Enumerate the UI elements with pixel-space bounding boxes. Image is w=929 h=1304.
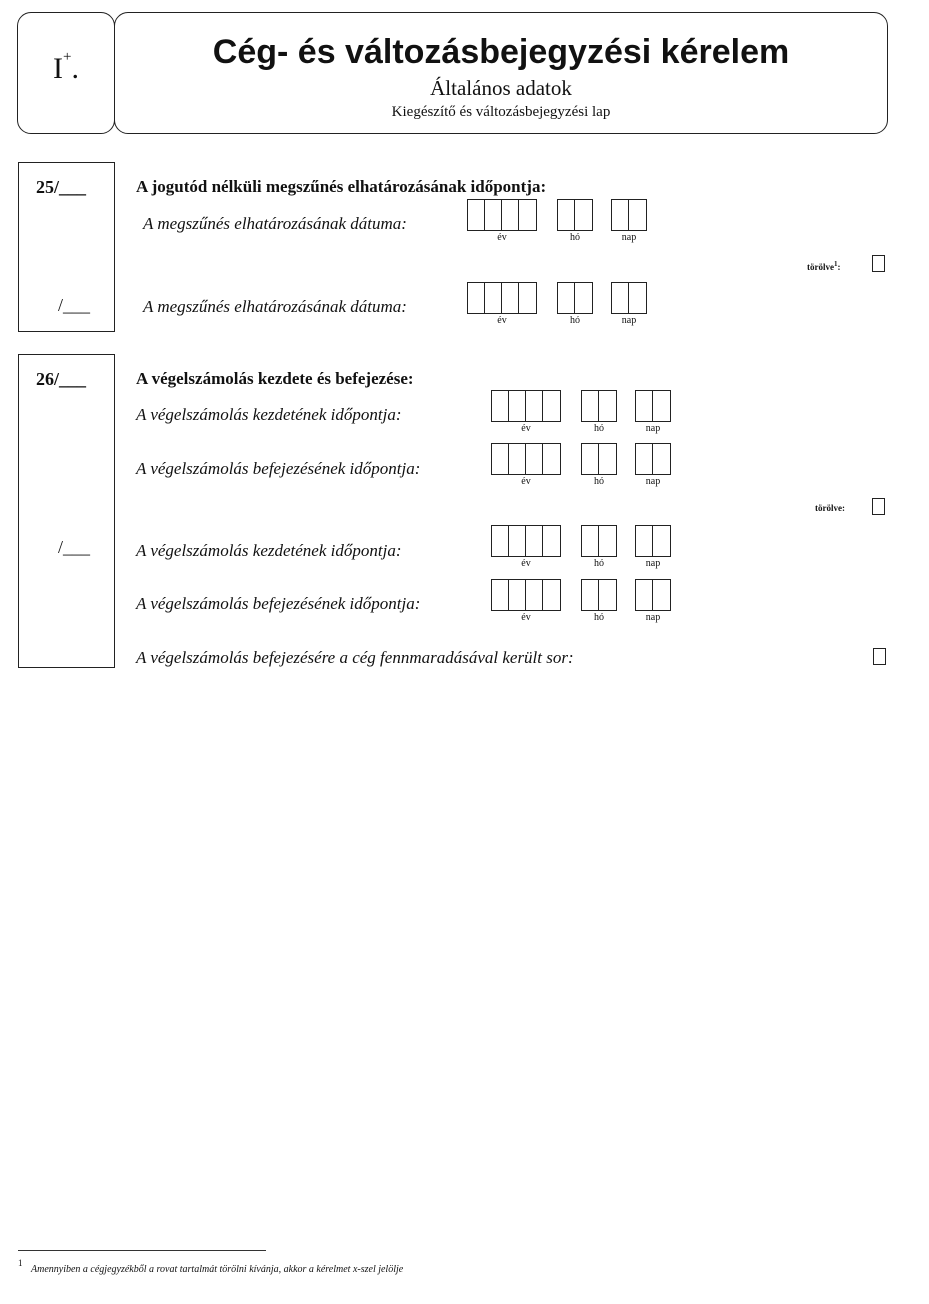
day-label: nap xyxy=(645,476,661,487)
section-26-end-month[interactable] xyxy=(581,443,617,487)
section-26-end-day[interactable] xyxy=(635,443,671,487)
month-label: hó xyxy=(570,315,580,326)
day-label: nap xyxy=(645,558,661,569)
year-label: év xyxy=(521,558,531,569)
section-25-number-alt[interactable]: /___ xyxy=(58,295,91,315)
section-25-number[interactable]: 25/___ xyxy=(36,177,87,197)
section-25-date2-label: A megszűnés elhatározásának dátuma: xyxy=(143,297,407,316)
section-26-start-day[interactable] xyxy=(635,390,671,434)
page-title: Cég- és változásbejegyzési kérelem xyxy=(212,33,790,71)
day-label: nap xyxy=(645,612,661,623)
section-25-deleted-label xyxy=(807,260,841,272)
footnote-divider xyxy=(18,1250,266,1251)
section-26-survival-checkbox[interactable] xyxy=(873,648,886,665)
section-25-date2-year[interactable] xyxy=(467,282,537,326)
section-25-date-year[interactable] xyxy=(467,199,537,243)
section-25-deleted-text: törölve xyxy=(807,262,834,272)
section-26-title: A végelszámolás kezdete és befejezése: xyxy=(136,369,414,388)
section-26-start-label: A végelszámolás kezdetének időpontja: xyxy=(136,405,402,424)
year-label: év xyxy=(521,612,531,623)
section-25-deleted-colon: : xyxy=(837,262,841,272)
section-26-deleted-label: törölve: xyxy=(815,503,845,513)
month-label: hó xyxy=(594,423,604,434)
section-26-start2-year[interactable] xyxy=(491,525,561,569)
section-25-title: A jogutód nélküli megszűnés elhatározásának időpontja: xyxy=(136,177,547,196)
page-subtitle: Általános adatok xyxy=(430,76,572,100)
section-26-end2-day[interactable] xyxy=(635,579,671,623)
section-26-start2-month[interactable] xyxy=(581,525,617,569)
section-26-end2-year[interactable] xyxy=(491,579,561,623)
year-label: év xyxy=(521,476,531,487)
page-subtitle-secondary: Kiegészítő és változásbejegyzési lap xyxy=(391,104,611,120)
day-label: nap xyxy=(621,315,637,326)
footnote-text: Amennyiben a cégjegyzékből a rovat tartalmát törölni kívánja, akkor a kérelmet x-szel jelölje xyxy=(31,1264,404,1275)
month-label: hó xyxy=(570,232,580,243)
section-25-date2-day[interactable] xyxy=(611,282,647,326)
sheet-code-letter: I xyxy=(53,52,64,85)
section-25-date-month[interactable] xyxy=(557,199,593,243)
month-label: hó xyxy=(594,558,604,569)
section-26-end2-label: A végelszámolás befejezésének időpontja: xyxy=(136,594,421,613)
section-25-deleted-sup: 1 xyxy=(834,260,838,268)
sheet-code-dot: . xyxy=(71,52,79,85)
section-26-start-year[interactable] xyxy=(491,390,561,434)
section-25-date2-month[interactable] xyxy=(557,282,593,326)
sheet-code xyxy=(17,49,115,86)
section-26-start2-label: A végelszámolás kezdetének időpontja: xyxy=(136,541,402,560)
sheet-code-sup: + xyxy=(63,49,72,65)
section-25-deleted-checkbox[interactable] xyxy=(872,255,885,272)
section-26-start-month[interactable] xyxy=(581,390,617,434)
month-label: hó xyxy=(594,476,604,487)
footnote-mark: 1 xyxy=(18,1258,23,1268)
section-26-end-label: A végelszámolás befejezésének időpontja: xyxy=(136,459,421,478)
day-label: nap xyxy=(621,232,637,243)
section-26-number[interactable]: 26/___ xyxy=(36,369,87,389)
section-26-number-alt[interactable]: /___ xyxy=(58,537,91,557)
section-26-survival-label: A végelszámolás befejezésére a cég fennmaradásával került sor: xyxy=(136,648,574,667)
year-label: év xyxy=(521,423,531,434)
day-label: nap xyxy=(645,423,661,434)
section-25-date-day[interactable] xyxy=(611,199,647,243)
year-label: év xyxy=(497,232,507,243)
year-label: év xyxy=(497,315,507,326)
section-26-number-box xyxy=(18,354,115,668)
section-26-deleted-checkbox[interactable] xyxy=(872,498,885,515)
section-26-end2-month[interactable] xyxy=(581,579,617,623)
month-label: hó xyxy=(594,612,604,623)
section-26-end-year[interactable] xyxy=(491,443,561,487)
section-26-start2-day[interactable] xyxy=(635,525,671,569)
section-25-date-label: A megszűnés elhatározásának dátuma: xyxy=(143,214,407,233)
